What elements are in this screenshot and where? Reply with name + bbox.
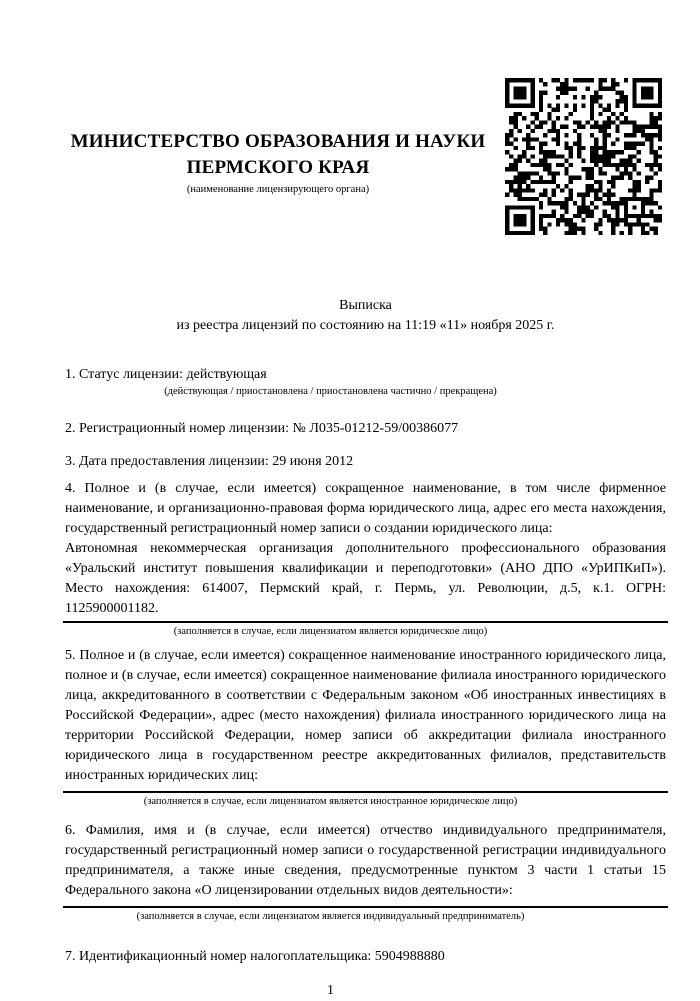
license-reg-number-item — [65, 419, 666, 439]
foreign-entity-item — [65, 646, 666, 808]
legal-entity-rule — [63, 621, 668, 623]
individual-entrepreneur-item — [65, 821, 666, 923]
individual-entrepreneur-rule — [63, 906, 668, 908]
legal-entity-label: 4. Полное и (в случае, если имеется) сокращенное наименование, в том числе фирменное наименование, и организационно-правовая форма юридического лица, адрес его места нахождения, государственный регистрационный номер записи о создании юридического лица: — [65, 481, 666, 536]
extract-title-block — [65, 296, 666, 336]
ministry-name-line1: МИНИСТЕРСТВО ОБРАЗОВАНИЯ И НАУКИ — [70, 131, 486, 152]
foreign-entity-rule — [63, 791, 668, 793]
page-number: 1 — [327, 983, 334, 998]
license-grant-date-label: 3. Дата предоставления лицензии: 29 июня 2012 — [65, 454, 354, 469]
document-content — [65, 0, 666, 1001]
taxpayer-id-label: 7. Идентификационный номер налогоплательщика: 5904988880 — [65, 949, 445, 964]
license-reg-number-label: 2. Регистрационный номер лицензии: № Л035-01212-59/00386077 — [65, 421, 459, 436]
license-status-options-note: (действующая / приостановлена / приостановлена частично / прекращена) — [164, 386, 497, 397]
individual-entrepreneur-note: (заполняется в случае, если лицензиатом является индивидуальный предприниматель) — [136, 911, 525, 922]
legal-entity-value: Автономная некоммерческая организация дополнительного профессионального образования «Уральский институт повышения квалификации и переподготовки» (АНО ДПО «УрИПКиП»). Место нахождения: 614007, Пермский край, г. Пермь, ул. Революции, д.5, к.1. ОГРН: 1125900001182. — [65, 541, 666, 616]
legal-entity-item — [65, 479, 666, 638]
taxpayer-id-item — [65, 947, 666, 967]
foreign-entity-note: (заполняется в случае, если лицензиатом является иностранное юридическое лицо) — [143, 796, 518, 807]
ministry-name-note: (наименование лицензирующего органа) — [186, 184, 370, 195]
foreign-entity-label: 5. Полное и (в случае, если имеется) сокращенное наименование иностранного юридического лица, полное и (в случае, если имеется) сокращенное наименование филиала иностранного юридического лица, аккредитованного в соответствии с Федеральным законом «Об иностранных инвестициях в Российской Федерации», адрес (место нахождения) филиала иностранного юридического лица на территории Российской Федерации, номер записи об аккредитации филиала иностранного юридического лица в государственном реестре аккредитованных филиалов, представительств иностранных юридических лиц: — [65, 648, 666, 783]
license-status-item — [65, 365, 666, 398]
ministry-name-line2: ПЕРМСКОГО КРАЯ — [186, 157, 370, 178]
extract-title: Выписка — [339, 298, 392, 313]
legal-entity-note: (заполняется в случае, если лицензиатом является юридическое лицо) — [173, 626, 488, 637]
extract-subtitle: из реестра лицензий по состоянию на 11:19 «11» ноября 2025 г. — [176, 318, 555, 333]
individual-entrepreneur-label: 6. Фамилия, имя и (в случае, если имеется) отчество индивидуального предпринимателя, государственный регистрационный номер записи о государственной регистрации индивидуального предпринимателя, а также иные сведения, предусмотренные пунктом 3 части 1 статьи 15 Федерального закона «О лицензировании отдельных видов деятельности»: — [65, 823, 666, 898]
license-status-label: 1. Статус лицензии: действующая — [65, 367, 267, 382]
license-grant-date-item — [65, 452, 666, 472]
